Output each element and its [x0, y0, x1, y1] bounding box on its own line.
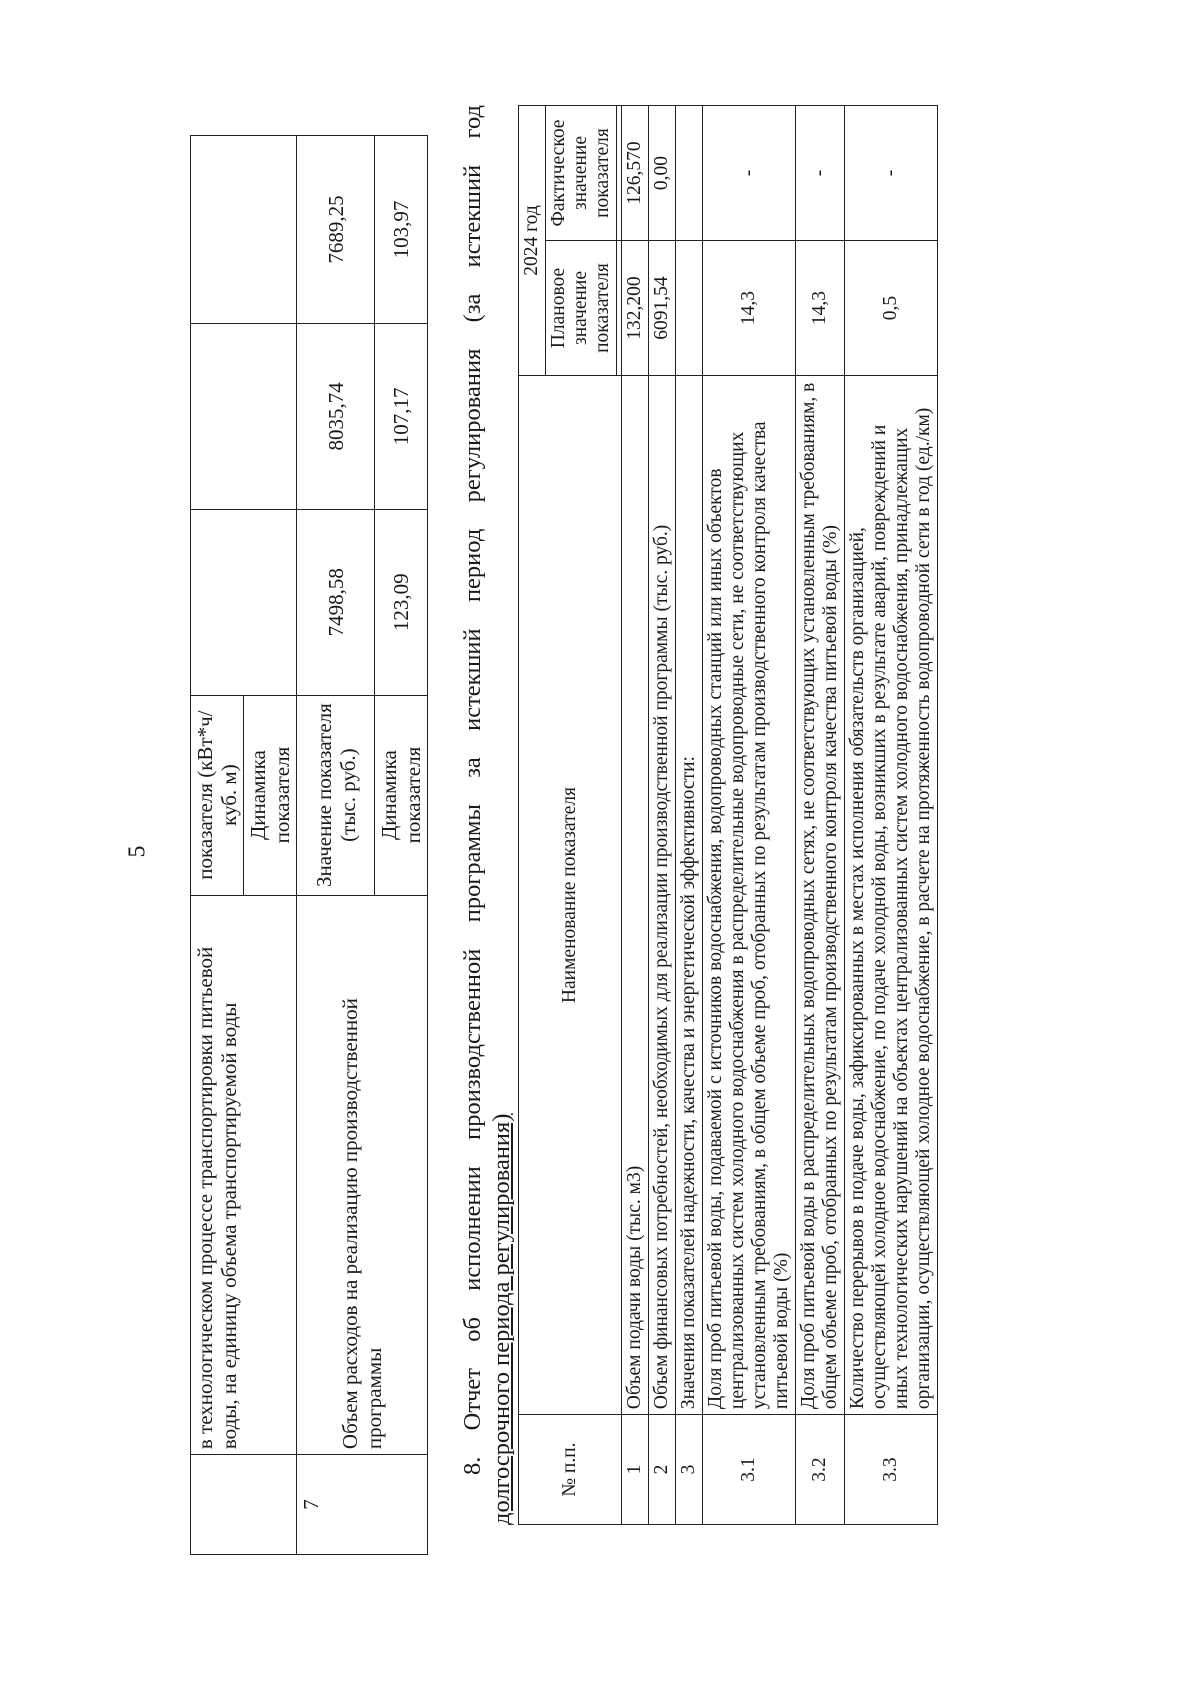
header-plan: Плановое значение показателя [546, 241, 617, 376]
header-name: Наименование показателя [519, 375, 622, 1414]
plan-value: 0,5 [845, 241, 938, 376]
row-number: 7 [297, 1455, 428, 1555]
metric-label: Динамика показателя [375, 695, 428, 895]
value-cell: 107,17 [375, 323, 428, 509]
fact-value: - [796, 106, 845, 241]
fact-value [676, 106, 703, 241]
table-row [622, 106, 649, 1525]
metric-label: Динамика показателя [244, 695, 297, 895]
plan-value: 14,3 [703, 241, 796, 376]
metric-label: показателя (кВт*ч/куб. м) [191, 695, 244, 895]
row-number: 3.1 [703, 1415, 796, 1525]
value-cell: 7689,25 [297, 136, 375, 324]
fact-value: 0,00 [649, 106, 676, 241]
row-number: 3.3 [845, 1415, 938, 1525]
indicator-name: в технологическом процессе транспортировки питьевой воды, на единицу объема транспортируемой воды [191, 895, 297, 1455]
plan-value: 14,3 [796, 241, 845, 376]
table-row [845, 106, 938, 1525]
metric-label: Значение показателя (тыс. руб.) [297, 695, 375, 895]
table-row [796, 106, 845, 1525]
plan-value [676, 241, 703, 376]
row-number: 1 [622, 1415, 649, 1525]
header-year: 2024 год [519, 106, 546, 376]
table-row [649, 106, 676, 1525]
plan-value: 132,200 [622, 241, 649, 376]
indicator-name: Доля проб питьевой воды в распределительных водопроводных сетях, не соответствующих установленным требованиям, в общем объеме проб, отобранных по результатам производственного контроля качества питьевой воды (%) [796, 375, 845, 1414]
section-heading [458, 105, 516, 1525]
indicator-name: Значения показателей надежности, качества и энергетической эффективности: [676, 375, 703, 1414]
heading-line-2: долгосрочного периода регулирования) [488, 1113, 515, 1525]
value-cell: 123,09 [375, 509, 428, 695]
row-number: 3 [676, 1415, 703, 1525]
page-number: 5 [124, 845, 151, 858]
value-cell [191, 509, 297, 695]
value-cell: 8035,74 [297, 323, 375, 509]
fact-value: 126,570 [622, 106, 649, 241]
value-cell [191, 136, 297, 324]
table-row [297, 136, 375, 1555]
value-cell [191, 323, 297, 509]
value-cell: 103,97 [375, 136, 428, 324]
header-number: № п.п. [519, 1415, 622, 1525]
table-header-row [519, 106, 546, 1525]
fact-value: - [845, 106, 938, 241]
indicator-name: Объем подачи воды (тыс. м3) [622, 375, 649, 1414]
value-cell: 7498,58 [297, 509, 375, 695]
plan-value: 6091,54 [649, 241, 676, 376]
indicator-name: Количество перерывов в подаче воды, зафиксированных в местах исполнения обязательств организацией, осуществляющей холодное водоснабжение, по подаче холодной воды, возникших в результате аварий, повреждений и иных технологических нарушений на объектах централизованных систем холодного водоснабжения, принадлежащих организации, осуществляющей холодное водоснабжение, в расчете на протяженность водопроводной сети в год (ед./км) [845, 375, 938, 1414]
heading-line-1: 8. Отчет об исполнении производственной программы за истекший период регулирования (за истекший год [459, 105, 486, 1475]
expenses-table [190, 135, 428, 1555]
table-row [676, 106, 703, 1525]
table-row [191, 136, 244, 1555]
row-number: 3.2 [796, 1415, 845, 1525]
fact-value: - [703, 106, 796, 241]
row-number [191, 1455, 297, 1555]
header-fact: Фактическое значение показателя [546, 106, 617, 241]
table-row [703, 106, 796, 1525]
production-program-report-table [518, 105, 938, 1525]
row-number: 2 [649, 1415, 676, 1525]
indicator-name: Доля проб питьевой воды, подаваемой с источников водоснабжения, водопроводных станций или иных объектов централизованных систем холодного водоснабжения в распределительные водопроводные сети, не соответствующих установленным требованиям, в общем объеме проб, отобранных по результатам производственного контроля качества питьевой воды (%) [703, 375, 796, 1414]
indicator-name: Объем финансовых потребностей, необходимых для реализации производственной программы (тыс. руб.) [649, 375, 676, 1414]
indicator-name: Объем расходов на реализацию производственной программы [297, 895, 428, 1455]
